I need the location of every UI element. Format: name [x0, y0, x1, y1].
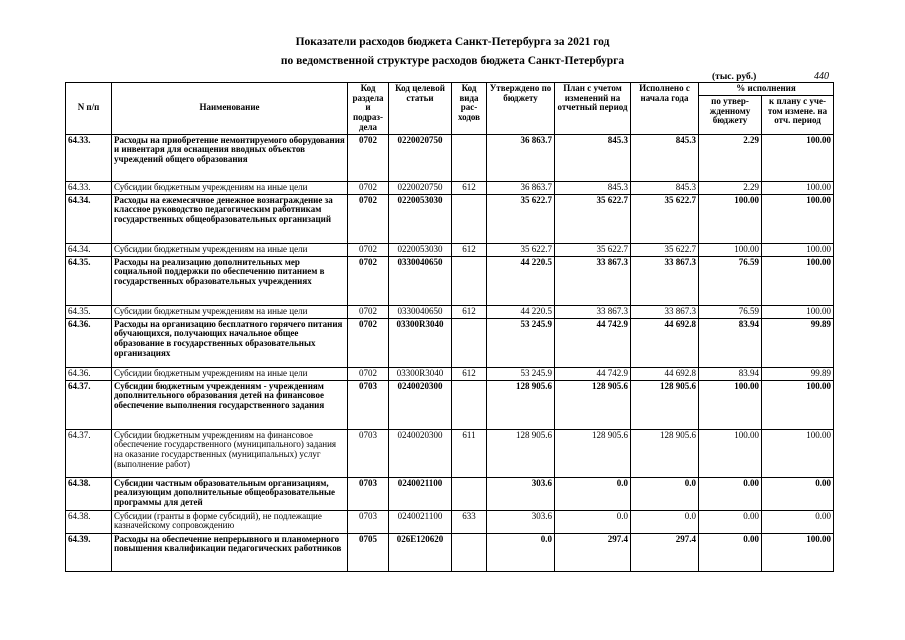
cell-num: 64.36. — [66, 318, 112, 367]
cell-section: 0702 — [348, 256, 389, 305]
cell-name: Расходы на приобретение немонтируемого оборудования и инвентаря для оснащения вводных объектов учреждений общего образования — [112, 134, 348, 181]
cell-num: 64.37. — [66, 429, 112, 477]
page-number: 440 — [814, 71, 829, 82]
cell-pct-plan: 100.00 — [762, 256, 834, 305]
cell-target: 0240020300 — [389, 429, 452, 477]
cell-plan: 35 622.7 — [555, 194, 631, 243]
cell-section: 0705 — [348, 533, 389, 571]
cell-kind — [452, 134, 487, 181]
col-header-executed: Исполнено с начала года — [631, 83, 699, 135]
cell-section: 0702 — [348, 243, 389, 256]
cell-section: 0703 — [348, 429, 389, 477]
col-header-kind: Код вида рас-ходов — [452, 83, 487, 135]
cell-num: 64.35. — [66, 305, 112, 318]
cell-section: 0702 — [348, 181, 389, 194]
table-row — [66, 243, 834, 256]
cell-pct-approved: 2.29 — [699, 181, 762, 194]
cell-num: 64.36. — [66, 367, 112, 380]
cell-pct-approved: 100.00 — [699, 429, 762, 477]
cell-executed: 845.3 — [631, 134, 699, 181]
table-row — [66, 181, 834, 194]
cell-num: 64.38. — [66, 510, 112, 533]
table-row — [66, 256, 834, 305]
table-row — [66, 477, 834, 510]
cell-name: Субсидии (гранты в форме субсидий), не подлежащие казначейскому сопровождению — [112, 510, 348, 533]
cell-plan: 0.0 — [555, 477, 631, 510]
cell-target: 026E120620 — [389, 533, 452, 571]
cell-target: 0220053030 — [389, 243, 452, 256]
cell-plan: 35 622.7 — [555, 243, 631, 256]
cell-name: Субсидии бюджетным учреждениям на иные цели — [112, 243, 348, 256]
cell-approved: 303.6 — [487, 510, 555, 533]
cell-pct-plan: 100.00 — [762, 194, 834, 243]
cell-pct-plan: 100.00 — [762, 243, 834, 256]
cell-num: 64.33. — [66, 134, 112, 181]
cell-approved: 0.0 — [487, 533, 555, 571]
cell-num: 64.35. — [66, 256, 112, 305]
cell-pct-approved: 83.94 — [699, 318, 762, 367]
table-row — [66, 134, 834, 181]
cell-plan: 128 905.6 — [555, 429, 631, 477]
cell-pct-plan: 99.89 — [762, 367, 834, 380]
cell-target: 0220020750 — [389, 134, 452, 181]
cell-name: Расходы на организацию бесплатного горячего питания обучающихся, получающих начальное общее образование в государственных образовательных организациях — [112, 318, 348, 367]
table-row — [66, 429, 834, 477]
cell-num: 64.38. — [66, 477, 112, 510]
cell-executed: 0.0 — [631, 477, 699, 510]
col-header-pct-approved: по утвер-жденному бюджету — [699, 95, 762, 134]
cell-pct-plan: 100.00 — [762, 533, 834, 571]
cell-executed: 33 867.3 — [631, 256, 699, 305]
report-subtitle: по ведомственной структуре расходов бюджета Санкт-Петербурга — [280, 55, 625, 67]
cell-pct-approved: 76.59 — [699, 305, 762, 318]
cell-kind — [452, 256, 487, 305]
cell-name: Расходы на ежемесячное денежное вознаграждение за классное руководство педагогическим работникам государственных общеобразовательных организаций — [112, 194, 348, 243]
cell-approved: 128 905.6 — [487, 380, 555, 429]
cell-pct-plan: 0.00 — [762, 510, 834, 533]
cell-num: 64.39. — [66, 533, 112, 571]
cell-plan: 33 867.3 — [555, 256, 631, 305]
cell-approved: 53 245.9 — [487, 318, 555, 367]
cell-plan: 33 867.3 — [555, 305, 631, 318]
cell-section: 0702 — [348, 367, 389, 380]
cell-kind — [452, 194, 487, 243]
cell-target: 0330040650 — [389, 256, 452, 305]
cell-pct-plan: 100.00 — [762, 181, 834, 194]
cell-approved: 36 863.7 — [487, 134, 555, 181]
cell-pct-plan: 100.00 — [762, 429, 834, 477]
table-row — [66, 194, 834, 243]
cell-plan: 128 905.6 — [555, 380, 631, 429]
cell-plan: 297.4 — [555, 533, 631, 571]
cell-name: Субсидии частным образовательным организациям, реализующим дополнительные общеобразовательные программы для детей — [112, 477, 348, 510]
cell-executed: 845.3 — [631, 181, 699, 194]
cell-kind — [452, 318, 487, 367]
cell-pct-approved: 76.59 — [699, 256, 762, 305]
cell-pct-approved: 100.00 — [699, 243, 762, 256]
cell-section: 0703 — [348, 510, 389, 533]
table-row — [66, 318, 834, 367]
cell-pct-plan: 99.89 — [762, 318, 834, 367]
cell-name: Расходы на реализацию дополнительных мер социальной поддержки по обеспечению питанием в государственных образовательных учреждениях — [112, 256, 348, 305]
cell-approved: 128 905.6 — [487, 429, 555, 477]
cell-executed: 33 867.3 — [631, 305, 699, 318]
cell-pct-approved: 0.00 — [699, 477, 762, 510]
cell-kind: 611 — [452, 429, 487, 477]
cell-target: 0330040650 — [389, 305, 452, 318]
cell-target: 0240020300 — [389, 380, 452, 429]
cell-name: Субсидии бюджетным учреждениям на иные цели — [112, 305, 348, 318]
cell-pct-plan: 100.00 — [762, 380, 834, 429]
cell-target: 03300R3040 — [389, 367, 452, 380]
cell-num: 64.33. — [66, 181, 112, 194]
cell-section: 0703 — [348, 477, 389, 510]
cell-executed: 35 622.7 — [631, 194, 699, 243]
cell-target: 0220020750 — [389, 181, 452, 194]
cell-kind: 612 — [452, 243, 487, 256]
cell-approved: 36 863.7 — [487, 181, 555, 194]
cell-target: 03300R3040 — [389, 318, 452, 367]
cell-approved: 35 622.7 — [487, 243, 555, 256]
cell-approved: 44 220.5 — [487, 256, 555, 305]
cell-pct-approved: 0.00 — [699, 533, 762, 571]
cell-pct-approved: 100.00 — [699, 194, 762, 243]
cell-executed: 44 692.8 — [631, 367, 699, 380]
cell-executed: 297.4 — [631, 533, 699, 571]
cell-pct-plan: 0.00 — [762, 477, 834, 510]
col-header-target: Код целевой статьи — [389, 83, 452, 135]
cell-pct-approved: 2.29 — [699, 134, 762, 181]
cell-plan: 44 742.9 — [555, 367, 631, 380]
cell-target: 0240021100 — [389, 477, 452, 510]
cell-section: 0702 — [348, 134, 389, 181]
expenditure-table — [65, 82, 834, 572]
table-row — [66, 533, 834, 571]
cell-pct-approved: 83.94 — [699, 367, 762, 380]
cell-executed: 35 622.7 — [631, 243, 699, 256]
col-header-plan: План с учетом изменений на отчетный период — [555, 83, 631, 135]
cell-num: 64.34. — [66, 243, 112, 256]
cell-kind: 633 — [452, 510, 487, 533]
cell-plan: 845.3 — [555, 181, 631, 194]
cell-kind — [452, 380, 487, 429]
cell-approved: 44 220.5 — [487, 305, 555, 318]
cell-section: 0702 — [348, 194, 389, 243]
cell-kind: 612 — [452, 367, 487, 380]
cell-target: 0220053030 — [389, 194, 452, 243]
col-header-pct-plan: к плану с уче-том измене. на отч. период — [762, 95, 834, 134]
col-header-approved: Утверждено по бюджету — [487, 83, 555, 135]
cell-kind — [452, 533, 487, 571]
report-title: Показатели расходов бюджета Санкт-Петербурга за 2021 год — [295, 36, 610, 48]
cell-approved: 303.6 — [487, 477, 555, 510]
table-row — [66, 305, 834, 318]
cell-executed: 128 905.6 — [631, 380, 699, 429]
cell-plan: 845.3 — [555, 134, 631, 181]
cell-name: Субсидии бюджетным учреждениям на иные цели — [112, 367, 348, 380]
cell-kind — [452, 477, 487, 510]
cell-pct-plan: 100.00 — [762, 134, 834, 181]
table-row — [66, 367, 834, 380]
cell-executed: 0.0 — [631, 510, 699, 533]
cell-num: 64.37. — [66, 380, 112, 429]
col-header-name: Наименование — [112, 83, 348, 135]
cell-pct-approved: 100.00 — [699, 380, 762, 429]
cell-plan: 44 742.9 — [555, 318, 631, 367]
table-row — [66, 510, 834, 533]
cell-name: Субсидии бюджетным учреждениям на финансовое обеспечение государственного (муниципального) задания на оказание государственных (муниципальных) услуг (выполнение работ) — [112, 429, 348, 477]
cell-approved: 53 245.9 — [487, 367, 555, 380]
cell-pct-plan: 100.00 — [762, 305, 834, 318]
cell-plan: 0.0 — [555, 510, 631, 533]
cell-section: 0702 — [348, 305, 389, 318]
cell-kind: 612 — [452, 181, 487, 194]
units-label: (тыс. руб.) — [712, 72, 757, 82]
cell-num: 64.34. — [66, 194, 112, 243]
cell-kind: 612 — [452, 305, 487, 318]
col-header-percent-group: % исполнения — [699, 83, 834, 96]
cell-executed: 128 905.6 — [631, 429, 699, 477]
col-header-num: N п/п — [66, 83, 112, 135]
cell-section: 0703 — [348, 380, 389, 429]
cell-pct-approved: 0.00 — [699, 510, 762, 533]
cell-executed: 44 692.8 — [631, 318, 699, 367]
cell-name: Субсидии бюджетным учреждениям на иные цели — [112, 181, 348, 194]
cell-section: 0702 — [348, 318, 389, 367]
cell-name: Расходы на обеспечение непрерывного и планомерного повышения квалификации педагогических работников — [112, 533, 348, 571]
table-row — [66, 380, 834, 429]
cell-approved: 35 622.7 — [487, 194, 555, 243]
col-header-section: Код раздела и подраз-дела — [348, 83, 389, 135]
cell-target: 0240021100 — [389, 510, 452, 533]
cell-name: Субсидии бюджетным учреждениям - учреждениям дополнительного образования детей на финансовое обеспечение выполнения государственного задания — [112, 380, 348, 429]
